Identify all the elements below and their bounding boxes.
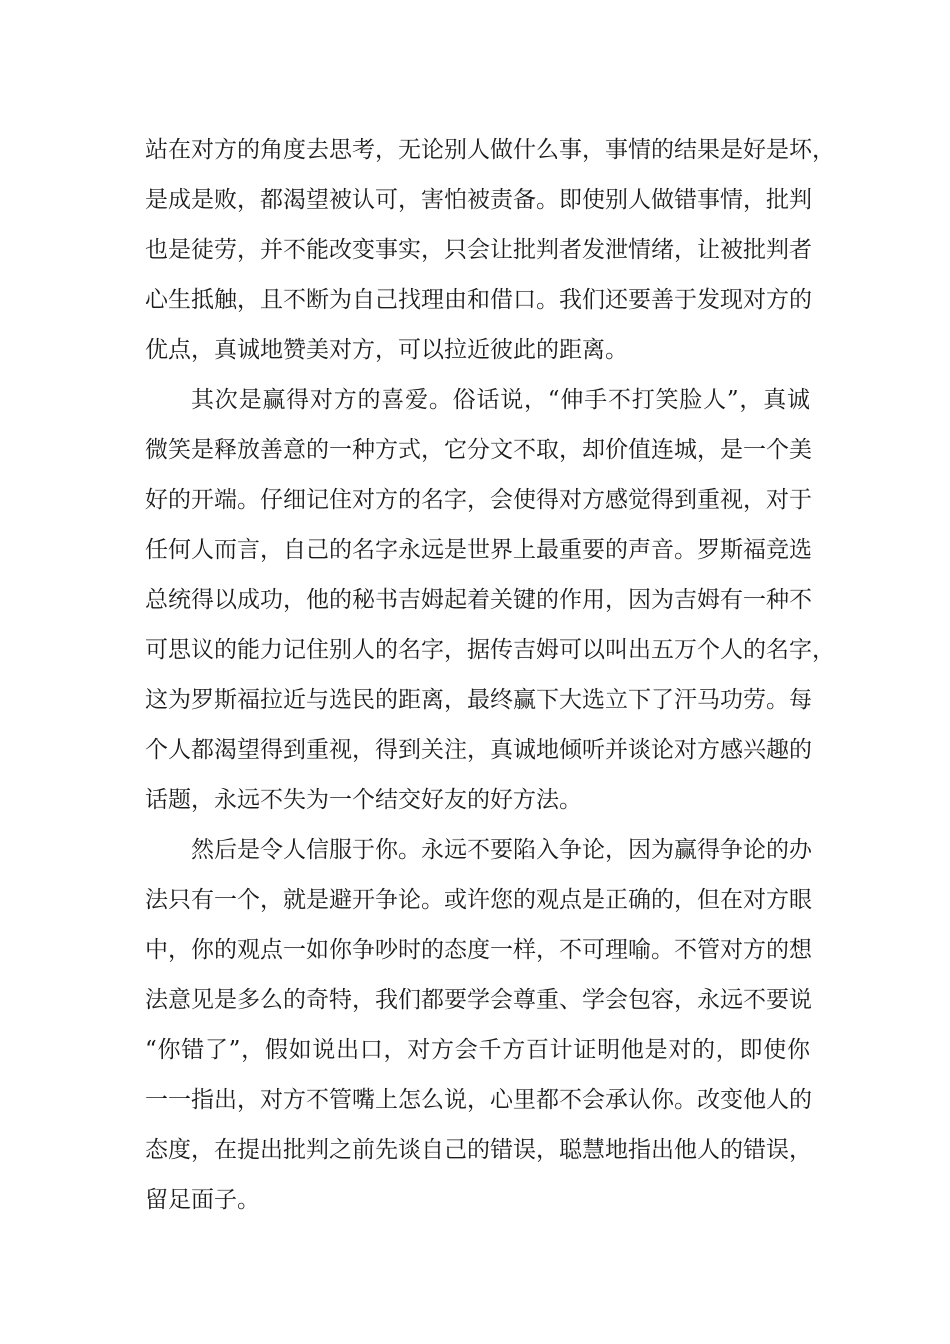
text-line: 是成是败，都渴望被认可，害怕被责备。即使别人做错事情，批判 [145,187,812,213]
paragraph-2 [145,375,835,825]
text-line: 优点，真诚地赞美对方，可以拉近彼此的距离。 [145,337,628,363]
text-line: 站在对方的角度去思考，无论别人做什么事，事情的结果是好是坏， [145,137,835,163]
text-line: 微笑是释放善意的一种方式，它分文不取，却价值连城，是一个美 [145,437,812,463]
text-line: 个人都渴望得到重视，得到关注，真诚地倾听并谈论对方感兴趣的 [145,737,812,763]
text-line: 话题，永远不失为一个结交好友的好方法。 [145,787,582,813]
text-line: “你错了”，假如说出口，对方会千方百计证明他是对的，即使你 [145,1037,810,1063]
text-line: 法只有一个，就是避开争论。或许您的观点是正确的，但在对方眼 [145,887,812,913]
text-line: 态度，在提出批判之前先谈自己的错误，聪慧地指出他人的错误， [145,1137,812,1163]
paragraph-1 [145,125,835,375]
text-line: 好的开端。仔细记住对方的名字，会使得对方感觉得到重视，对于 [145,487,812,513]
text-line: 一一指出，对方不管嘴上怎么说，心里都不会承认你。改变他人的 [145,1087,812,1113]
text-line: 中，你的观点一如你争吵时的态度一样，不可理喻。不管对方的想 [145,937,812,963]
text-line: 其次是赢得对方的喜爱。俗话说，“伸手不打笑脸人”，真诚 [191,387,810,413]
text-line: 这为罗斯福拉近与选民的距离，最终赢下大选立下了汗马功劳。每 [145,687,812,713]
text-line: 留足面子。 [145,1187,260,1213]
text-line: 可思议的能力记住别人的名字，据传吉姆可以叫出五万个人的名字， [145,637,835,663]
text-line: 任何人而言，自己的名字永远是世界上最重要的声音。罗斯福竞选 [145,537,812,563]
text-line: 心生抵触，且不断为自己找理由和借口。我们还要善于发现对方的 [145,287,812,313]
text-line: 总统得以成功，他的秘书吉姆起着关键的作用，因为吉姆有一种不 [145,587,812,613]
text-line: 法意见是多么的奇特，我们都要学会尊重、学会包容，永远不要说 [145,987,812,1013]
text-line: 然后是令人信服于你。永远不要陷入争论，因为赢得争论的办 [191,837,812,863]
document-body [145,125,835,1225]
text-line: 也是徒劳，并不能改变事实，只会让批判者发泄情绪，让被批判者 [145,237,812,263]
paragraph-3 [145,825,810,1225]
